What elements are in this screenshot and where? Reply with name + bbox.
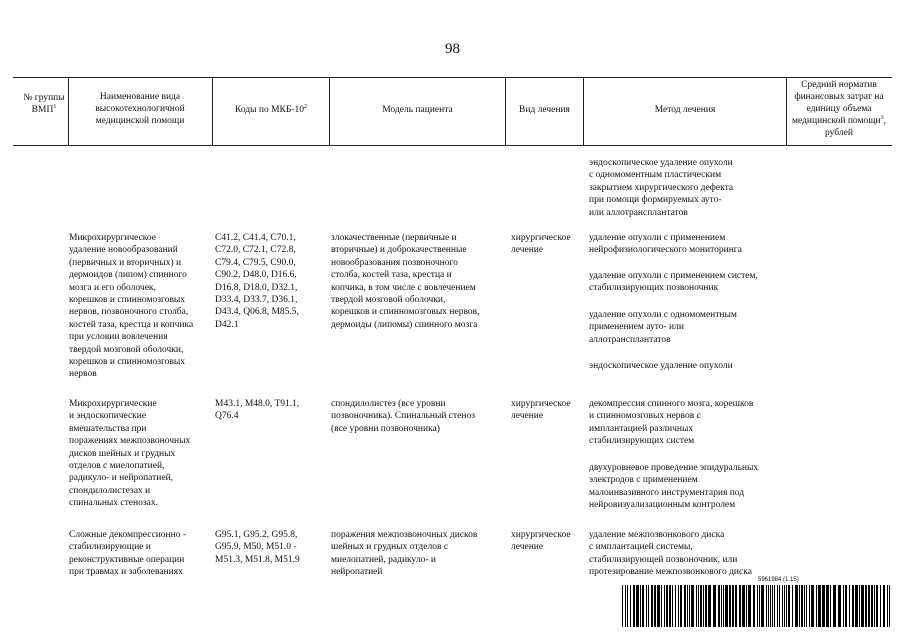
barcode-bar bbox=[777, 585, 778, 627]
barcode-bar bbox=[759, 585, 760, 627]
barcode-bar bbox=[630, 585, 631, 627]
barcode-bar bbox=[788, 585, 790, 627]
barcode-bar bbox=[799, 585, 800, 627]
barcode-bar bbox=[779, 585, 780, 627]
barcode-bar bbox=[725, 585, 728, 627]
barcode-bar bbox=[801, 585, 803, 627]
barcode-bar bbox=[816, 585, 817, 627]
barcode-bar bbox=[770, 585, 771, 627]
barcode-bar bbox=[648, 585, 649, 627]
barcode-bar bbox=[826, 585, 829, 627]
header-col-divider bbox=[505, 77, 506, 145]
barcode-bar bbox=[642, 585, 644, 627]
method-text: эндоскопическое удаление опухоли с одномоментным пластическим закрытием хирургического дефекта при помощи формируемых ауто- или аллотрансплантатов bbox=[589, 158, 734, 218]
barcode-bar bbox=[666, 585, 668, 627]
barcode-bar bbox=[782, 585, 783, 627]
barcode-bar bbox=[757, 585, 758, 627]
barcode-bar bbox=[640, 585, 641, 627]
barcode-bar bbox=[700, 585, 702, 627]
barcode-bar bbox=[876, 585, 878, 627]
barcode-bar bbox=[684, 585, 686, 627]
header-icd-codes-text: Коды по МКБ-10 bbox=[234, 105, 305, 115]
header-col-divider bbox=[68, 77, 69, 145]
method-text: удаление опухоли с применением нейрофизиологического мониторинга bbox=[589, 233, 742, 256]
barcode-bar bbox=[696, 585, 697, 627]
barcode-bar bbox=[871, 585, 873, 627]
barcode-bar bbox=[822, 585, 825, 627]
barcode-bar bbox=[852, 585, 854, 627]
header-cost-norm-unit: , рублей bbox=[825, 116, 887, 138]
barcode-bar bbox=[721, 585, 722, 627]
footnote-marker: 2 bbox=[304, 103, 308, 110]
barcode-bar bbox=[661, 585, 662, 627]
barcode-bar bbox=[784, 585, 785, 627]
barcode-bar bbox=[833, 585, 836, 627]
barcode-bar bbox=[830, 585, 831, 627]
header-col-divider bbox=[583, 77, 584, 145]
barcode-bar bbox=[713, 585, 716, 627]
barcode-bar bbox=[889, 585, 890, 627]
header-col-divider bbox=[786, 77, 787, 145]
care-type-name: Сложные декомпрессионно - стабилизирующие и реконструктивные операции при травмах и заболеваниях bbox=[69, 530, 186, 578]
barcode-bar bbox=[843, 585, 844, 627]
header-care-type: Наименование вида высокотехнологичной медицинской помощи bbox=[95, 92, 185, 126]
barcode-bar bbox=[795, 585, 798, 627]
header-cost-norm-text: Средний норматив финансовых затрат на единицу объема медицинской помощи bbox=[791, 80, 884, 126]
method-text: удаление опухоли с одномоментным применением ауто- или аллотрансплантатов bbox=[589, 310, 737, 345]
barcode-bar bbox=[675, 585, 676, 627]
barcode-bar bbox=[705, 585, 707, 627]
footnote-marker: 1 bbox=[53, 103, 57, 110]
barcode-bar bbox=[651, 585, 653, 627]
header-col-divider bbox=[329, 77, 330, 145]
header-top-rule bbox=[13, 77, 892, 78]
treatment-type: хирургическое лечение bbox=[511, 233, 571, 256]
barcode-bar bbox=[708, 585, 711, 627]
care-type-name: Микрохирургическое удаление новообразований (первичных и вторичных) и дермоидов (липом) спинного мозга и его оболочек, корешков и спинномозговых нервов, позвоночного столба, костей таза, крестца и копчика при условии вовлечения твердой мозговой оболочки, корешков и спинномозговых нервов bbox=[69, 233, 194, 380]
barcode-bar bbox=[703, 585, 704, 627]
header-group-number-text: № группы ВМП bbox=[23, 93, 65, 115]
barcode-bar bbox=[627, 585, 628, 627]
header-treatment-method: Метод лечения bbox=[654, 105, 716, 115]
barcode-bar bbox=[689, 585, 690, 627]
barcode-bar bbox=[868, 585, 870, 627]
barcode-bar bbox=[838, 585, 841, 627]
barcode-bar bbox=[880, 585, 881, 627]
method-text: удаление опухоли с применением систем, стабилизирующих позвоночник bbox=[589, 271, 758, 294]
barcode-bar bbox=[804, 585, 805, 627]
barcode-bar bbox=[874, 585, 875, 627]
barcode-bar bbox=[883, 585, 885, 627]
barcode-bar bbox=[845, 585, 847, 627]
treatment-type: хирургическое лечение bbox=[511, 399, 571, 422]
barcode-bar bbox=[633, 585, 635, 627]
method-text: удаление межпозвонкового диска с имплантацией системы, стабилизирующей позвоночник, или протезирование межпозвонкового диска bbox=[589, 530, 752, 578]
care-type-name: Микрохирургические и эндоскопические вмешательства при поражениях межпозвоночных дисков шейных и грудных отделов с миелопатией, радикуло- и нейропатией, спондилолистезах и спинальных стенозах. bbox=[69, 399, 191, 509]
icd-codes: M43.1, M48.0, T91.1, Q76.4 bbox=[215, 399, 300, 422]
patient-model: поражения межпозвоночных дисков шейных и грудных отделов с миелопатией, радикуло- и нейропатией bbox=[331, 530, 478, 578]
header-group-number bbox=[22, 92, 66, 116]
barcode-bar bbox=[723, 585, 724, 627]
barcode-bar bbox=[646, 585, 647, 627]
barcode-bar bbox=[742, 585, 745, 627]
barcode-bar bbox=[865, 585, 867, 627]
barcode-bar bbox=[772, 585, 773, 627]
barcode-bar bbox=[811, 585, 814, 627]
barcode-bar bbox=[691, 585, 694, 627]
barcode-bar bbox=[753, 585, 755, 627]
header-cost-norm bbox=[789, 79, 889, 139]
barcode-bar bbox=[698, 585, 699, 627]
header-patient-model: Модель пациента bbox=[382, 105, 453, 115]
barcode-image bbox=[622, 585, 892, 627]
barcode-bar bbox=[761, 585, 764, 627]
barcode-bar bbox=[664, 585, 665, 627]
barcode-bar bbox=[861, 585, 864, 627]
barcode-bar bbox=[809, 585, 810, 627]
header-icd-codes bbox=[214, 104, 328, 116]
barcode-bar bbox=[786, 585, 787, 627]
barcode-bar bbox=[687, 585, 688, 627]
barcode-bar bbox=[654, 585, 656, 627]
barcode-bar bbox=[672, 585, 673, 627]
barcode-bar bbox=[636, 585, 639, 627]
method-text: двухуровневое проведение эпидуральных электродов с применением малоинвазивного инструментария под нейровизуализационным контролем bbox=[589, 463, 759, 511]
header-bottom-rule bbox=[13, 145, 892, 146]
barcode-bar bbox=[887, 585, 888, 627]
barcode-bar bbox=[680, 585, 682, 627]
method-text: эндоскопическое удаление опухоли bbox=[589, 361, 733, 371]
barcode-bar bbox=[748, 585, 751, 627]
patient-model: злокачественные (первичные и вторичные) и доброкачественные новообразования позвоночного столба, костей таза, крестца и копчика, в том числе с вовлечением твердой мозговой оболочки, корешков и спинномозговых нервов, дермоиды (липомы) спинного мозга bbox=[331, 233, 480, 330]
barcode-bar bbox=[678, 585, 679, 627]
barcode-bar bbox=[849, 585, 850, 627]
barcode-bar bbox=[766, 585, 767, 627]
treatment-type: хирургическое лечение bbox=[511, 530, 571, 553]
barcode-bar bbox=[806, 585, 807, 627]
header-treatment-type: Вид лечения bbox=[519, 105, 570, 115]
footnote-marker: 3 bbox=[880, 114, 884, 121]
barcode-bar bbox=[732, 585, 734, 627]
header-col-divider bbox=[212, 77, 213, 145]
patient-model: спондилолистез (все уровни позвоночника). Спинальный стеноз (все уровни позвоночника) bbox=[331, 399, 475, 434]
barcode-bar bbox=[739, 585, 741, 627]
barcode-bar bbox=[855, 585, 858, 627]
barcode-caption: 5961984 (1.15) bbox=[758, 577, 799, 583]
barcode-bar bbox=[729, 585, 731, 627]
barcode-bar bbox=[657, 585, 660, 627]
barcode-bar bbox=[625, 585, 626, 627]
barcode-bar bbox=[735, 585, 737, 627]
page-number: 98 bbox=[445, 41, 460, 57]
barcode-bar bbox=[622, 585, 623, 627]
method-text: декомпрессия спинного мозга, корешков и спинномозговых нервов с имплантацией различных стабилизирующих систем bbox=[589, 399, 754, 447]
barcode-bar bbox=[818, 585, 821, 627]
icd-codes: G95.1, G95.2, G95.8, G95.9, M50, M51.0 - M51.3, M51.8, M51.9 bbox=[215, 530, 300, 565]
icd-codes: C41.2, C41.4, C70.1, C72.0, C72.1, C72.8, C79.4, C79.5, C90.0, C90.2, D48.0, D16.6, D16.8, D18.0, D32.1, D33.4, D33.7, D36.1, D43.4, Q06.8, M85.5, D42.1 bbox=[215, 233, 299, 330]
barcode-bar bbox=[718, 585, 720, 627]
barcode-bar bbox=[669, 585, 671, 627]
barcode-bar bbox=[792, 585, 793, 627]
barcode-bar bbox=[774, 585, 775, 627]
barcode-bar bbox=[859, 585, 860, 627]
barcode-bar bbox=[768, 585, 769, 627]
barcode-bar bbox=[746, 585, 747, 627]
